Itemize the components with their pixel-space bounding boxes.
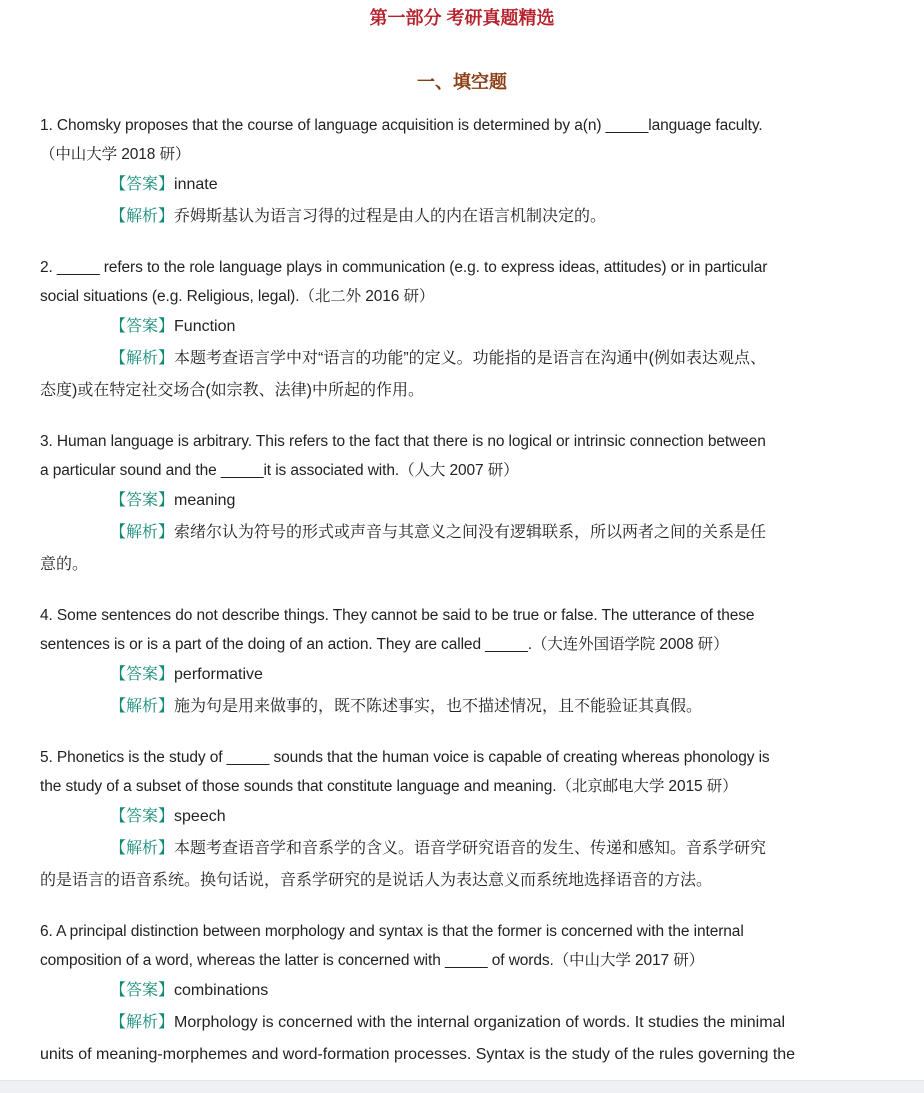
analysis-label: 【解析】	[110, 350, 175, 367]
question-text: composition of a word, whereas the latter is concerned with _____ of words.（中山大学 2017 研）	[40, 952, 705, 969]
analysis	[40, 517, 910, 549]
question-item	[40, 253, 910, 407]
question-text: 1. Chomsky proposes that the course of language acquisition is determined by a(n) _____language faculty.	[40, 117, 763, 134]
answer-value: Function	[174, 318, 236, 335]
question-text: 5. Phonetics is the study of _____ sounds that the human voice is capable of creating whereas phonology is	[40, 749, 770, 766]
answer	[40, 169, 910, 201]
answer	[40, 975, 910, 1007]
bottom-scroll-area	[0, 1080, 924, 1093]
analysis-text: 乔姆斯基认为语言习得的过程是由人的内在语言机制决定的。	[174, 208, 607, 225]
answer-value: combinations	[174, 982, 269, 999]
answer-value: innate	[174, 176, 218, 193]
question-item	[40, 743, 910, 897]
question-text: 4. Some sentences do not describe things. They cannot be said to be true or false. The utterance of these	[40, 607, 755, 624]
answer-label: 【答案】	[110, 176, 175, 193]
answer	[40, 659, 910, 691]
analysis-label: 【解析】	[110, 524, 175, 541]
answer-value: meaning	[174, 492, 236, 509]
answer-label: 【答案】	[110, 982, 175, 999]
analysis-text: 索绪尔认为符号的形式或声音与其意义之间没有逻辑联系，所以两者之间的关系是任	[174, 524, 767, 541]
question-text: 2. _____ refers to the role language plays in communication (e.g. to express ideas, attitudes) or in particular	[40, 259, 768, 276]
question-item	[40, 427, 910, 581]
answer-label: 【答案】	[110, 492, 175, 509]
answer-label: 【答案】	[110, 666, 175, 683]
analysis: 态度)或在特定社交场合(如宗教、法律)中所起的作用。	[40, 382, 424, 399]
analysis: 意的。	[40, 556, 89, 573]
question-text: 6. A principal distinction between morphology and syntax is that the former is concerned with the internal	[40, 923, 744, 940]
analysis-label: 【解析】	[110, 208, 175, 225]
analysis-label: 【解析】	[110, 840, 175, 857]
answer-label: 【答案】	[110, 318, 175, 335]
analysis-text: Morphology is concerned with the internal organization of words. It studies the minimal	[174, 1014, 785, 1031]
analysis-text: 施为句是用来做事的，既不陈述事实，也不描述情况，且不能验证其真假。	[174, 698, 703, 715]
section-heading: 一、填空题	[417, 72, 507, 92]
question-text: the study of a subset of those sounds that constitute language and meaning.（北京邮电大学 2015 研）	[40, 778, 738, 795]
analysis-text: 本题考查语言学中对“语言的功能”的定义。功能指的是语言在沟通中(例如表达观点、	[174, 350, 767, 367]
question-item	[40, 917, 910, 1071]
question-text: social situations (e.g. Religious, legal).（北二外 2016 研）	[40, 288, 435, 305]
part-title: 第一部分 考研真题精选	[369, 8, 555, 28]
analysis	[40, 691, 910, 723]
analysis: 的是语言的语音系统。换句话说，音系学研究的是说话人为表达意义而系统地选择语音的方法。	[40, 872, 713, 889]
question-text: （中山大学 2018 研）	[40, 146, 191, 163]
question-text: a particular sound and the _____it is associated with.（人大 2007 研）	[40, 462, 519, 479]
analysis-label: 【解析】	[110, 698, 175, 715]
question-item	[40, 111, 910, 233]
answer	[40, 485, 910, 517]
analysis	[40, 343, 910, 375]
analysis	[40, 201, 910, 233]
question-text: 3. Human language is arbitrary. This refers to the fact that there is no logical or intrinsic connection between	[40, 433, 766, 450]
question-list	[40, 111, 910, 1091]
analysis	[40, 1007, 910, 1039]
answer-value: performative	[174, 666, 263, 683]
answer	[40, 311, 910, 343]
answer	[40, 801, 910, 833]
question-item	[40, 601, 910, 723]
answer-label: 【答案】	[110, 808, 175, 825]
answer-value: speech	[174, 808, 226, 825]
analysis: units of meaning-morphemes and word-formation processes. Syntax is the study of the rules governing the	[40, 1046, 796, 1063]
question-text: sentences is or is a part of the doing of an action. They are called _____.（大连外国语学院 2008 研）	[40, 636, 729, 653]
analysis-label: 【解析】	[110, 1014, 175, 1031]
analysis	[40, 833, 910, 865]
analysis-text: 本题考查语音学和音系学的含义。语音学研究语音的发生、传递和感知。音系学研究	[174, 840, 767, 857]
